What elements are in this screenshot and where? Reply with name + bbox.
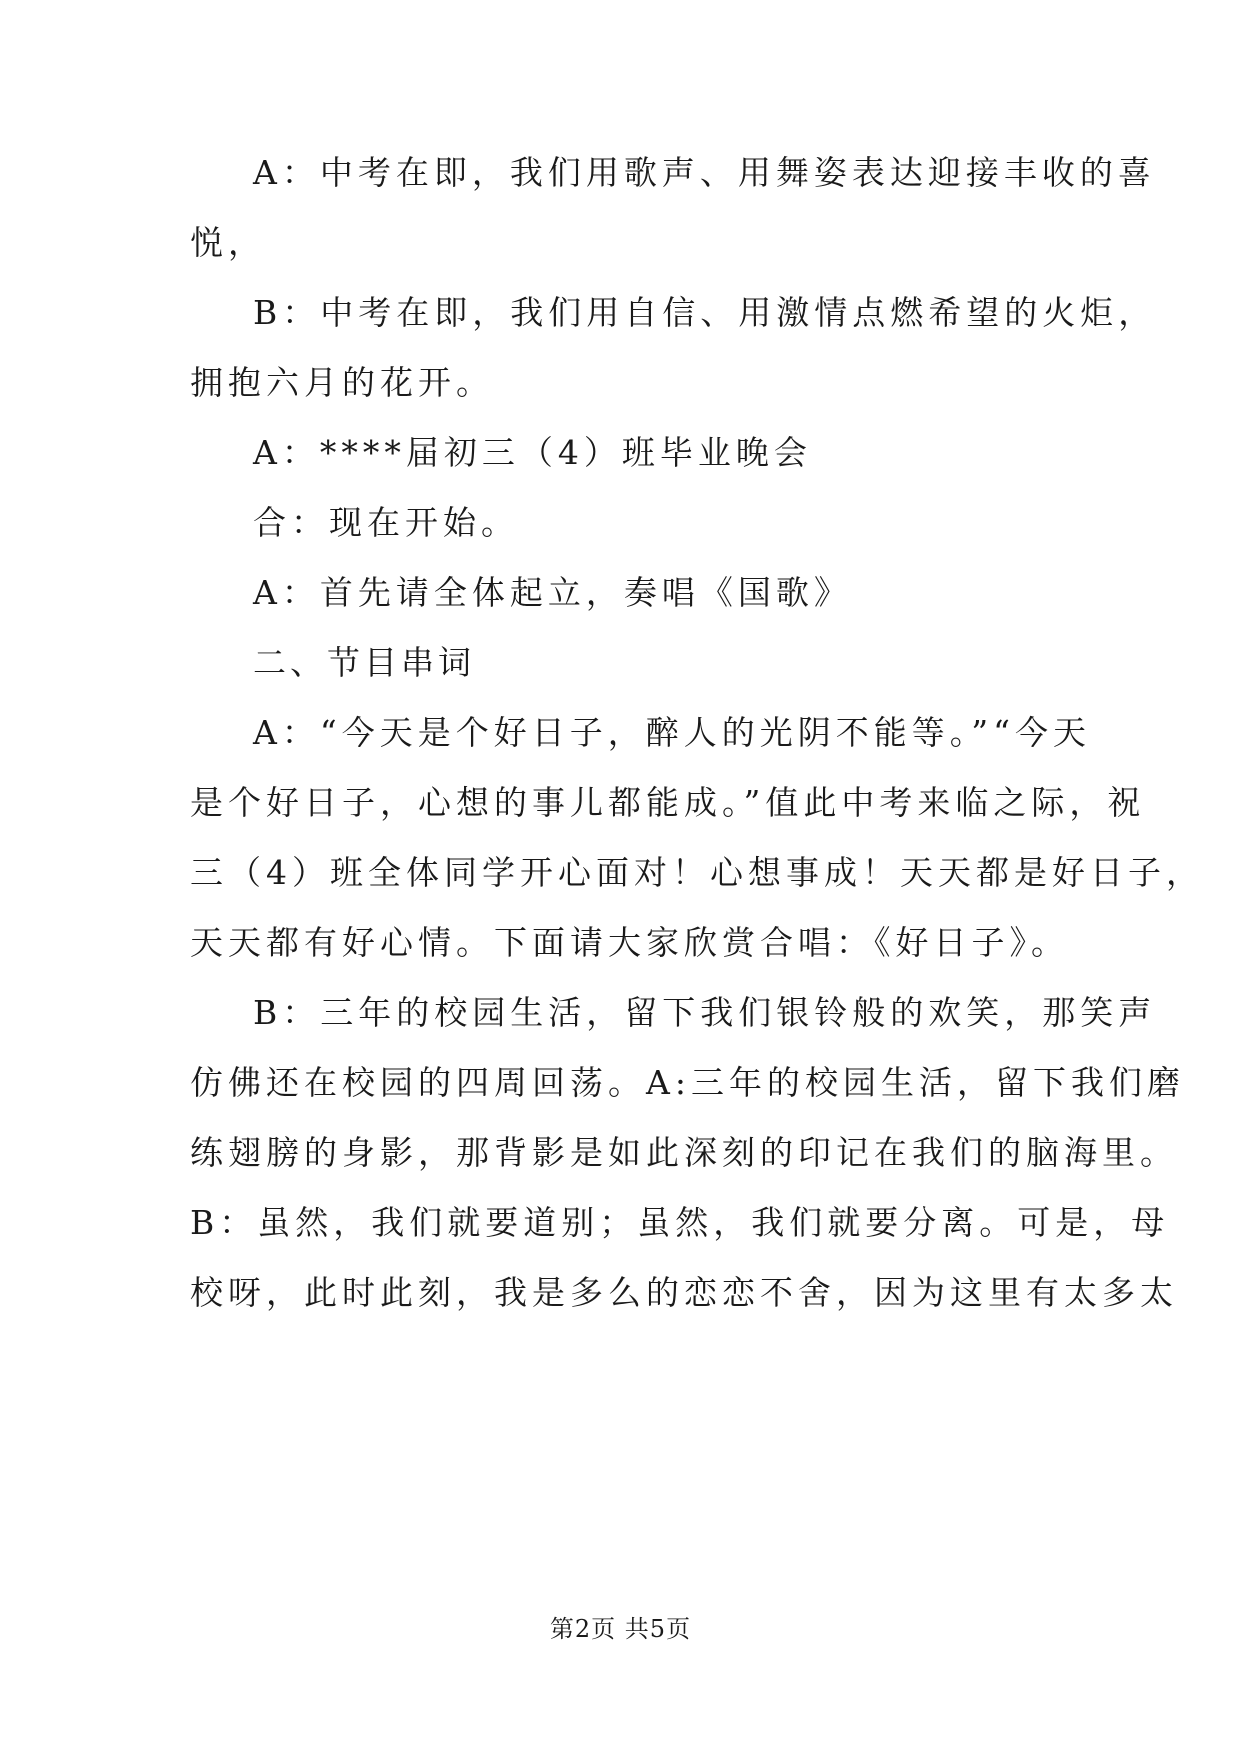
paragraph-line: B：虽然，我们就要道别；虽然，我们就要分离。可是，母: [190, 1203, 1170, 1242]
section-heading: 二、节目串词: [253, 643, 475, 682]
paragraph-line: 练翅膀的身影，那背影是如此深刻的印记在我们的脑海里。: [190, 1133, 1178, 1172]
paragraph-line: 拥抱六月的花开。: [190, 363, 494, 402]
paragraph-line: A：“今天是个好日子，醉人的光阴不能等。”“今天: [253, 713, 1091, 752]
paragraph-line: 是个好日子，心想的事儿都能成。”值此中考来临之际，祝: [190, 783, 1146, 822]
paragraph-line: A：首先请全体起立，奏唱《国歌》: [253, 573, 852, 612]
paragraph-line: A：中考在即，我们用歌声、用舞姿表达迎接丰收的喜: [253, 153, 1156, 192]
paragraph-line: 仿佛还在校园的四周回荡。A:三年的校园生活，留下我们磨: [190, 1063, 1185, 1102]
paragraph-line: 天天都有好心情。下面请大家欣赏合唱：《好日子》。: [190, 923, 1069, 962]
paragraph-line: B：中考在即，我们用自信、用激情点燃希望的火炬，: [253, 293, 1157, 332]
paragraph-line: B：三年的校园生活，留下我们银铃般的欢笑，那笑声: [253, 993, 1157, 1032]
paragraph-line: 三（4）班全体同学开心面对！心想事成！天天都是好日子，: [190, 853, 1204, 892]
paragraph-line: 合：现在开始。: [253, 503, 519, 542]
paragraph-line: A：****届初三（4）班毕业晚会: [253, 433, 812, 472]
paragraph-line: 校呀，此时此刻，我是多么的恋恋不舍，因为这里有太多太: [190, 1273, 1178, 1312]
paragraph-line: 悦，: [190, 223, 266, 262]
page-number-footer: 第2页 共5页: [549, 1615, 692, 1643]
